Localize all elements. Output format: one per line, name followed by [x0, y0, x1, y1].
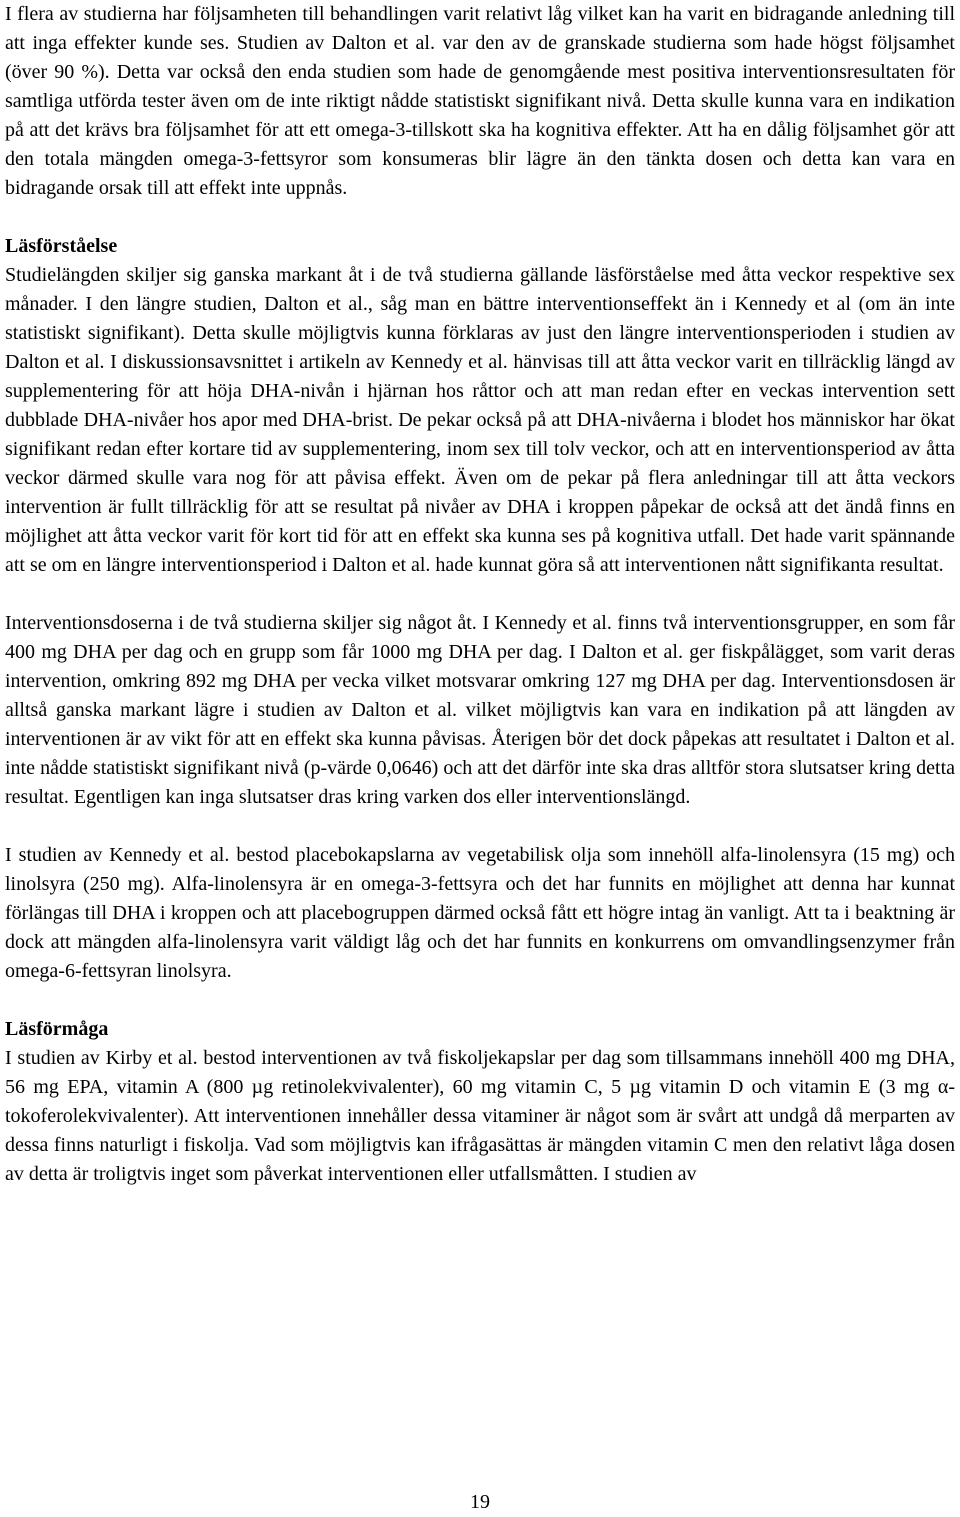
paragraph-kirby-study: I studien av Kirby et al. bestod interventionen av två fiskoljekapslar per dag som tillsammans innehöll 400 mg DHA, 56 mg EPA, vitamin A (800 µg retinolekvivalenter), 60 mg vitamin C, 5 µg vitamin D och vitamin E (3 mg α-tokoferolekvivalenter). Att interventionen innehåller dessa vitaminer är något som är svårt att undgå då merparten av dessa finns naturligt i fiskolja. Vad som möjligtvis kan ifrågasättas är mängden vitamin C men den relativt låga dosen av detta är troligtvis inget som påverkat interventionen eller utfallsmåtten. I studien av — [5, 1047, 955, 1185]
paragraph-gap — [5, 812, 955, 841]
document-page — [5, 0, 955, 1189]
section-heading-lasforstaelse: Läsförståelse — [5, 235, 118, 257]
section-heading-lasformaga: Läsförmåga — [5, 1018, 109, 1040]
paragraph-intervention-doses: Interventionsdoserna i de två studierna skiljer sig något åt. I Kennedy et al. finns två interventionsgrupper, en som får 400 mg DHA per dag och en grupp som får 1000 mg DHA per dag. I Dalton et al. ger fiskpålägget, som varit deras intervention, omkring 892 mg DHA per vecka vilket motsvarar omkring 127 mg DHA per dag. Interventionsdosen är alltså ganska markant lägre i studien av Dalton et al. vilket möjligtvis kan vara en indikation på att längden av interventionen är av vikt för att en effekt ska kunna påvisas. Återigen bör det dock påpekas att resultatet i Dalton et al. inte nådde statistiskt signifikant nivå (p-värde 0,0646) och att det därför inte ska dras alltför stora slutsatser kring detta resultat. Egentligen kan inga slutsatser dras kring varken dos eller interventionslängd. — [5, 612, 955, 808]
paragraph-gap — [5, 203, 955, 232]
paragraph-gap — [5, 580, 955, 609]
paragraph-study-length: Studielängden skiljer sig ganska markant åt i de två studierna gällande läsförståelse med åtta veckor respektive sex månader. I den längre studien, Dalton et al., såg man en bättre interventionseffekt än i Kennedy et al (om än inte statistiskt signifikant). Detta skulle möjligtvis kunna förklaras av just den längre interventionsperioden i studien av Dalton et al. I diskussionsavsnittet i artikeln av Kennedy et al. hänvisas till att åtta veckor varit en tillräcklig längd av supplementering för att höja DHA-nivån i hjärnan hos råttor och att man redan efter en veckas intervention sett dubblade DHA-nivåer hos apor med DHA-brist. De pekar också på att DHA-nivåerna i blodet hos människor har ökat signifikant redan efter kortare tid av supplementering, inom sex till tolv veckor, och att en interventionsperiod av åtta veckor därmed skulle vara nog för att påvisa effekt. Även om de pekar på flera anledningar till att åtta veckors intervention är fullt tillräcklig för att se resultat på nivåer av DHA i kroppen påpekar de också att det ändå finns en möjlighet att åtta veckor varit för kort tid för att en effekt ska kunna ses på kognitiva utfall. Det hade varit spännande att se om en längre interventionsperiod i Dalton et al. hade kunnat göra så att interventionen nått signifikanta resultat. — [5, 264, 955, 576]
paragraph-gap — [5, 986, 955, 1015]
paragraph-compliance: I flera av studierna har följsamheten till behandlingen varit relativt låg vilket kan ha varit en bidragande anledning till att inga effekter kunde ses. Studien av Dalton et al. var den av de granskade studierna som hade högst följsamhet (över 90 %). Detta var också den enda studien som hade de genomgående mest positiva interventionsresultaten för samtliga utförda tester även om de inte riktigt nådde statistiskt signifikant nivå. Detta skulle kunna vara en indikation på att det krävs bra följsamhet för att ett omega-3-tillskott ska ha kognitiva effekter. Att ha en dålig följsamhet gör att den totala mängden omega-3-fettsyror som konsumeras blir lägre än den tänkta dosen och detta kan vara en bidragande orsak till att effekt inte uppnås. — [5, 3, 955, 199]
paragraph-placebo: I studien av Kennedy et al. bestod placebokapslarna av vegetabilisk olja som innehöll alfa-linolensyra (15 mg) och linolsyra (250 mg). Alfa-linolensyra är en omega-3-fettsyra och det har funnits en möjlighet att denna har kunnat förlängas till DHA i kroppen och att placebogruppen därmed också fått ett högre intag än vanligt. Att ta i beaktning är dock att mängden alfa-linolensyra varit väldigt låg och det har funnits en konkurrens om omvandlingsenzymer från omega-6-fettsyran linolsyra. — [5, 844, 955, 982]
page-number: 19 — [470, 1491, 490, 1513]
